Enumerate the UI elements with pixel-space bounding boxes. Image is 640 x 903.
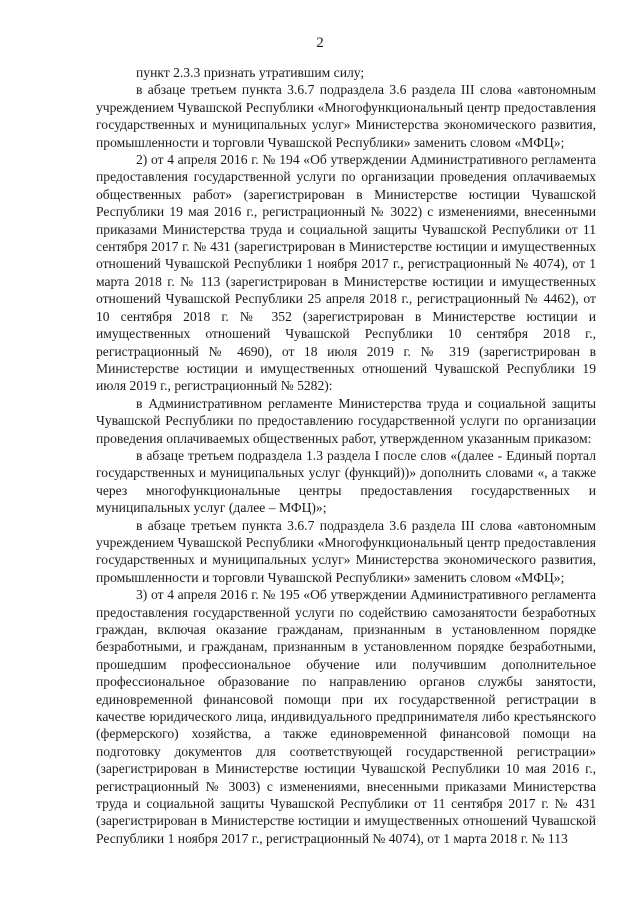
document-body bbox=[96, 64, 596, 847]
paragraph-amend-3-6-7: в абзаце третьем пункта 3.6.7 подраздела 3.6 раздела III слова «автономным учреждением Чувашской Республики «Многофункциональный центр предоставления государственных и муниципальных услуг» Министерства экономического развития, промышленности и торговли Чувашской Республики» заменить словом «МФЦ»; bbox=[96, 82, 596, 150]
paragraph-amend-1-3: в абзаце третьем подраздела 1.3 раздела I после слов «(далее - Единый портал государственных и муниципальных услуг (функций))» дополнить словами «, а также через многофункциональные центры предоставления государственных и муниципальных услуг (далее – МФЦ)»; bbox=[96, 447, 596, 516]
paragraph-order-194: 2) от 4 апреля 2016 г. № 194 «Об утверждении Административного регламента предоставления государственной услуги по организации проведения оплачиваемых общественных работ» (зарегистрирован в Министерстве юстиции Чувашской Республики 19 мая 2016 г., регистрационный № 3022) с изменениями, внесенными приказами Министерства труда и социальной защиты Чувашской Республики от 11 сентября 2017 г. № 431 (зарегистрирован в Министерстве юстиции и имущественных отношений Чувашской Республики 1 ноября 2017 г., регистрационный № 4074), от 1 марта 2018 г. № 113 (зарегистрирован в Министерстве юстиции и имущественных отношений Чувашской Республики 25 апреля 2018 г., регистрационный № 4462), от 10 сентября 2018 г. № 352 (зарегистрирован в Министерстве юстиции и имущественных отношений Чувашской Республики 10 сентября 2018 г., регистрационный № 4690), от 18 июля 2019 г. № 319 (зарегистрирован в Министерстве юстиции и имущественных отношений Чувашской Республики 19 июля 2019 г., регистрационный № 5282): bbox=[96, 152, 596, 394]
paragraph-regulation-intro: в Административном регламенте Министерства труда и социальной защиты Чувашской Республики по предоставлению государственной услуги по организации проведения оплачиваемых общественных работ, утвержденном указанным приказом: bbox=[96, 395, 596, 446]
page-number: 2 bbox=[316, 35, 324, 51]
paragraph-order-195: 3) от 4 апреля 2016 г. № 195 «Об утверждении Административного регламента предоставления государственной услуги по содействию самозанятости безработных граждан, включая оказание гражданам, признанным в установленном порядке безработными, и гражданам, признанным в установленном порядке безработными, прошедшим профессиональное обучение или получившим дополнительное профессиональное образование по направлению органов службы занятости, единовременной финансовой помощи при их государственной регистрации в качестве юридического лица, индивидуального предпринимателя либо крестьянского (фермерского) хозяйства, а также единовременной финансовой помощи на подготовку документов для соответствующей государственной регистрации» (зарегистрирован в Министерстве юстиции Чувашской Республики 10 мая 2016 г., регистрационный № 3003) с изменениями, внесенными приказами Министерства труда и социальной защиты Чувашской Республики от 11 сентября 2017 г. № 431 (зарегистрирован в Министерстве юстиции и имущественных отношений Чувашской Республики 1 ноября 2017 г., регистрационный № 4074), от 1 марта 2018 г. № 113 bbox=[96, 587, 596, 846]
paragraph-clause-2-3-3: пункт 2.3.3 признать утратившим силу; bbox=[136, 65, 365, 80]
paragraph-amend-3-6-7-second: в абзаце третьем пункта 3.6.7 подраздела 3.6 раздела III слова «автономным учреждением Чувашской Республики «Многофункциональный центр предоставления государственных и муниципальных услуг» Министерства экономического развития, промышленности и торговли Чувашской Республики» заменить словом «МФЦ»; bbox=[96, 517, 596, 585]
